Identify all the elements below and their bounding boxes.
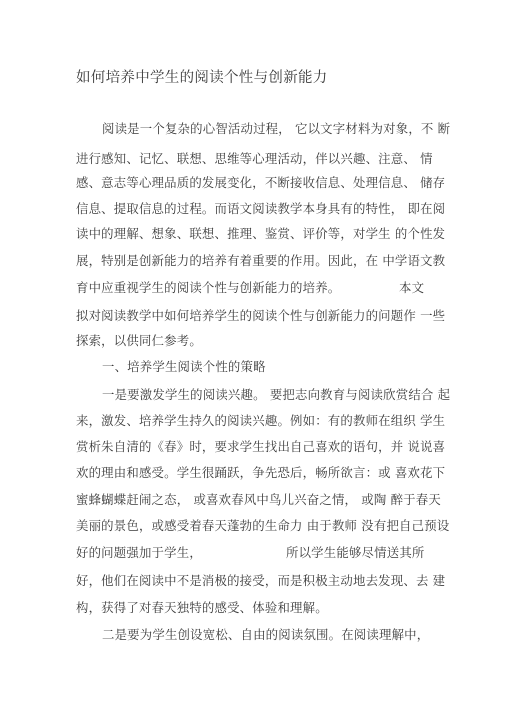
paragraph-line: 好，他们在阅读中不是消极的接受，而是积极主动地去发现、去 建 [76,573,446,588]
paragraph-line: 拟对阅读教学中如何培养学生的阅读个性与创新能力的问题作 一些 [76,308,446,323]
paragraph-line: 本文 [399,280,425,295]
paragraph-line: 一是要激发学生的阅读兴趣。 要把志向教育与阅读欣赏结合 起 [102,387,451,402]
paragraph-line: 读中的理解、想象、联想、推理、鉴赏、评价等，对学生 的个性发 [76,226,446,241]
paragraph-line: 展，特别是创新能力的培养有着重要的作用。因此，在 中学语文教 [76,253,446,268]
paragraph-line: 育中应重视学生的阅读个性与创新能力的培养。 [76,280,341,295]
paragraph-line: 欢的理由和感受。学生很踊跃，争先恐后，畅所欲言：或 喜欢花下 [76,465,446,480]
paragraph-line: 蜜蜂蝴蝶赶闹之态， 或喜欢春风中鸟儿兴奋之情， 或陶 醉于春天 [76,492,441,507]
paragraph-line: 赏析朱自清的《春》时，要求学生找出自己喜欢的语句，并 说说喜 [76,439,446,454]
section-heading: 一、培养学生阅读个性的策略 [102,359,266,374]
paragraph-line: 来，激发、培养学生持久的阅读兴趣。例如：有的教师在组织 学生 [76,413,446,428]
document-title: 如何培养中学生的阅读个性与创新能力 [76,70,328,86]
paragraph-line: 二是要为学生创设宽松、自由的阅读氛围。在阅读理解中， [102,627,430,642]
paragraph-line: 进行感知、记忆、联想、思维等心理活动，伴以兴趣、注意、 情 [76,151,433,166]
paragraph-line: 信息、提取信息的过程。而语文阅读教学本身具有的特性， 即在阅 [76,201,446,216]
paragraph-line: 好的问题强加于学生， [76,545,202,560]
paragraph-line: 阅读是一个复杂的心智活动过程， 它以文字材料为对象，不 断 [102,121,451,136]
paragraph-line: 所以学生能够尽情送其所 [286,545,425,560]
paragraph-line: 感、意志等心理品质的发展变化，不断接收信息、处理信息、 储存 [76,175,446,190]
paragraph-line: 探索，以供同仁参考。 [76,333,202,348]
paragraph-line: 构，获得了对春天独特的感受、体验和理解。 [76,600,328,615]
paragraph-line: 美丽的景色，或感受着春天蓬勃的生命力 由于教师 没有把自己预设 [76,518,450,533]
